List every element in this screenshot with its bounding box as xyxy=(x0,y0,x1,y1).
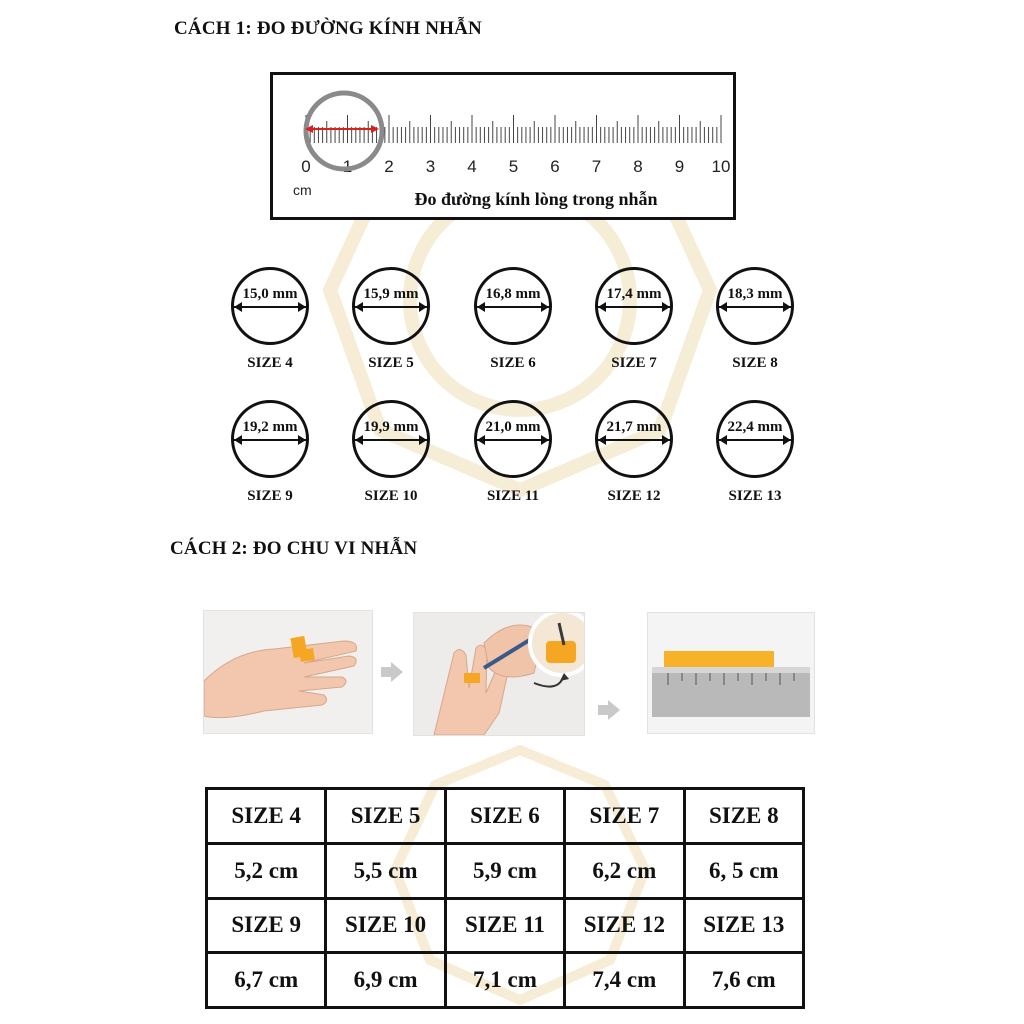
table-cell-size: SIZE 9 xyxy=(207,898,326,953)
ring-size-label: SIZE 11 xyxy=(486,488,540,504)
ring-diameter: 19,2 mm xyxy=(242,419,298,435)
ruler-number: 5 xyxy=(508,157,519,176)
table-cell-value: 6,2 cm xyxy=(565,843,684,898)
table-cell-value: 6,9 cm xyxy=(326,953,445,1008)
ring-size-item xyxy=(461,400,571,520)
diameter-arrow-icon xyxy=(477,306,549,308)
table-cell-size: SIZE 12 xyxy=(565,898,684,953)
ruler-number: 1 xyxy=(342,157,353,176)
ring-size-label: SIZE 10 xyxy=(364,488,418,504)
table-row xyxy=(207,789,804,844)
ruler-number: 2 xyxy=(384,157,394,176)
ruler-number: 8 xyxy=(633,157,643,176)
ring-size-label: SIZE 5 xyxy=(368,355,414,371)
photo-mark-pen xyxy=(413,612,585,736)
table-cell-size: SIZE 7 xyxy=(565,789,684,844)
table-cell-value: 5,9 cm xyxy=(445,843,564,898)
table-cell-size: SIZE 6 xyxy=(445,789,564,844)
ring-size-item xyxy=(339,267,449,387)
ring-size-label: SIZE 7 xyxy=(611,355,657,371)
ring-diameter: 21,7 mm xyxy=(606,419,662,435)
table-row xyxy=(207,843,804,898)
diameter-arrow-icon xyxy=(234,306,306,308)
ring-circle-icon xyxy=(595,267,673,345)
step-arrow-icon xyxy=(391,662,403,682)
diameter-arrow-icon xyxy=(598,306,670,308)
ruler-number: 4 xyxy=(467,157,477,176)
table-cell-size: SIZE 8 xyxy=(684,789,803,844)
ruler-caption: Đo đường kính lòng trong nhẫn xyxy=(414,189,658,209)
ring-size-item xyxy=(703,400,813,520)
table-cell-value: 5,5 cm xyxy=(326,843,445,898)
ring-size-label: SIZE 13 xyxy=(728,488,782,504)
ring-diameter: 17,4 mm xyxy=(606,286,662,302)
ruler-number: 7 xyxy=(591,157,602,176)
ring-circle-icon xyxy=(595,400,673,478)
table-cell-value: 7,6 cm xyxy=(684,953,803,1008)
table-cell-size: SIZE 11 xyxy=(445,898,564,953)
ring-diameter: 18,3 mm xyxy=(727,286,783,302)
ring-circle-icon xyxy=(716,400,794,478)
ring-diameter: 21,0 mm xyxy=(485,419,541,435)
ring-size-item xyxy=(582,267,692,387)
ring-size-item xyxy=(703,267,813,387)
ring-diameter: 16,8 mm xyxy=(485,286,541,302)
table-cell-value: 7,4 cm xyxy=(565,953,684,1008)
table-cell-size: SIZE 5 xyxy=(326,789,445,844)
table-row xyxy=(207,953,804,1008)
photo-wrap-tape xyxy=(203,610,373,734)
diameter-arrow-icon xyxy=(719,439,791,441)
table-cell-value: 7,1 cm xyxy=(445,953,564,1008)
ring-diameter: 15,9 mm xyxy=(363,286,419,302)
ring-diameter: 19,9 mm xyxy=(363,419,419,435)
table-row xyxy=(207,898,804,953)
ring-size-item xyxy=(339,400,449,520)
ruler-number: 0 xyxy=(301,157,311,176)
ring-size-label: SIZE 8 xyxy=(732,355,778,371)
ring-circle-icon xyxy=(716,267,794,345)
ring-circle-icon xyxy=(352,400,430,478)
table-cell-size: SIZE 10 xyxy=(326,898,445,953)
ring-circle-icon xyxy=(231,400,309,478)
ruler-number: 10 xyxy=(711,157,731,176)
table-cell-size: SIZE 13 xyxy=(684,898,803,953)
diameter-arrow-icon xyxy=(355,439,427,441)
ruler-number: 9 xyxy=(674,157,685,176)
ring-circle-icon xyxy=(231,267,309,345)
table-cell-value: 6,7 cm xyxy=(207,953,326,1008)
ring-size-label: SIZE 9 xyxy=(247,488,293,504)
table-cell-value: 5,2 cm xyxy=(207,843,326,898)
method1-title: CÁCH 1: ĐO ĐƯỜNG KÍNH NHẪN xyxy=(174,18,482,39)
ruler-number: 6 xyxy=(550,157,560,176)
ring-diameter: 22,4 mm xyxy=(727,419,783,435)
circumference-size-table xyxy=(205,787,805,1009)
ring-circle-icon xyxy=(474,400,552,478)
ring-size-label: SIZE 12 xyxy=(607,488,661,504)
ring-size-label: SIZE 4 xyxy=(247,355,293,371)
table-cell-value: 6, 5 cm xyxy=(684,843,803,898)
ring-circle-icon xyxy=(474,267,552,345)
ring-size-item xyxy=(218,400,328,520)
table-cell-size: SIZE 4 xyxy=(207,789,326,844)
ruler-number: 3 xyxy=(425,157,436,176)
ring-size-item xyxy=(582,400,692,520)
step-arrow-icon xyxy=(608,700,620,720)
photo-tape-ruler xyxy=(647,612,815,734)
method2-title: CÁCH 2: ĐO CHU VI NHẪN xyxy=(170,538,418,559)
diameter-arrow-icon xyxy=(355,306,427,308)
diameter-arrow-icon xyxy=(598,439,670,441)
diameter-arrow-icon xyxy=(719,306,791,308)
ring-size-item xyxy=(218,267,328,387)
diameter-arrow-icon xyxy=(234,439,306,441)
ring-size-label: SIZE 6 xyxy=(490,355,536,371)
diameter-arrow-icon xyxy=(477,439,549,441)
ring-circle-icon xyxy=(352,267,430,345)
ruler-illustration xyxy=(270,72,736,220)
ruler-unit: cm xyxy=(293,182,312,198)
ring-diameter: 15,0 mm xyxy=(242,286,298,302)
ring-size-item xyxy=(461,267,571,387)
